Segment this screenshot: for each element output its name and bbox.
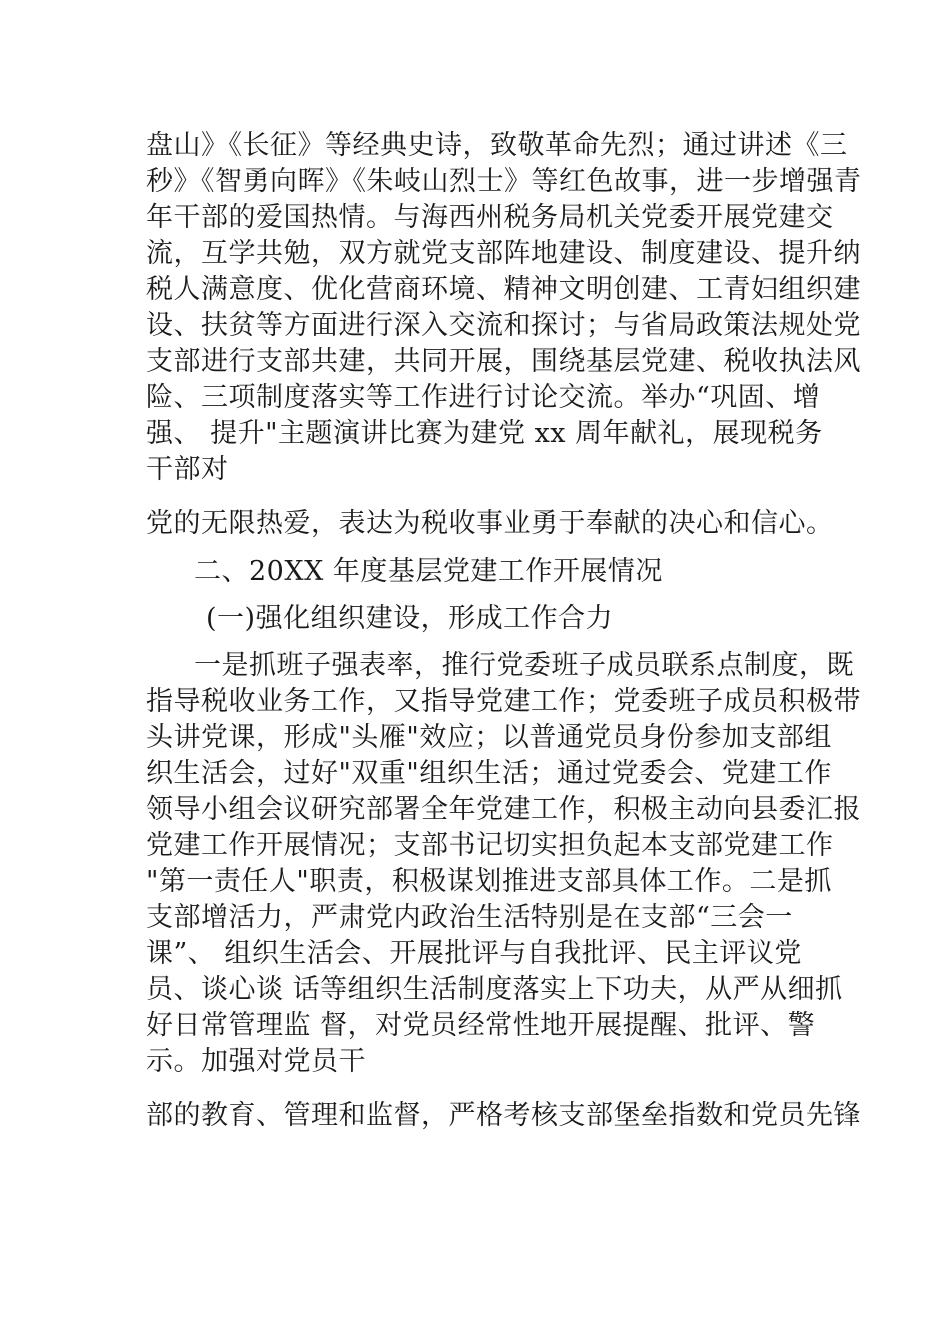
text-line: 员、谈心谈 话等组织生活制度落实上下功夫，从严从细抓 (146, 974, 843, 1005)
text-line: 流，互学共勉，双方就党支部阵地建设、制度建设、提升纳 (146, 238, 861, 269)
text-line: 支部增活力，严肃党内政治生活特别是在支部“三会一 (146, 902, 793, 933)
text-line: 好日常管理监 督，对党员经常性地开展提醒、批评、警 (146, 1010, 816, 1041)
text-line: "第一责任人"职责，积极谋划推进支部具体工作。二是抓 (146, 866, 832, 897)
text-line: 指导税收业务工作，又指导党建工作；党委班子成员积极带 (146, 686, 861, 717)
text-line: 设、扶贫等方面进行深入交流和探讨；与省局政策法规处党 (146, 310, 861, 341)
text-line: 课”、 组织生活会、开展批评与自我批评、民主评议党 (146, 938, 802, 969)
text-line: 示。加强对党员干 (146, 1046, 366, 1077)
text-line: 党建工作开展情况；支部书记切实担负起本支部党建工作 (146, 830, 834, 861)
text-line: 领导小组会议研究部署全年党建工作，积极主动向县委汇报 (146, 794, 861, 825)
text-line: 干部对 (146, 454, 229, 485)
paragraph-first-line: 一是抓班子强表率，推行党委班子成员联系点制度，既 (194, 650, 854, 681)
text-line: 党的无限热爱，表达为税收事业勇于奉献的决心和信心。 (146, 508, 834, 539)
subsection-heading: (一)强化组织建设，形成工作合力 (206, 603, 614, 634)
text-line: 险、三项制度落实等工作进行讨论交流。举办“巩固、增 (146, 382, 821, 413)
text-line: 部的教育、管理和监督，严格考核支部堡垒指数和党员先锋 (146, 1100, 861, 1131)
section-heading: 二、20XX 年度基层党建工作开展情况 (194, 556, 663, 587)
text-line: 秒》《智勇向晖》《朱岐山烈士》等红色故事，进一步增强青 (146, 166, 862, 197)
text-line: 强、 提升"主题演讲比赛为建党 xx 周年献礼，展现税务 (146, 418, 823, 449)
text-line: 盘山》《长征》等经典史诗，致敬革命先烈；通过讲述《三 (146, 130, 848, 161)
text-line: 织生活会，过好"双重"组织生活；通过党委会、党建工作 (146, 758, 832, 789)
text-line: 支部进行支部共建，共同开展，围绕基层党建、税收执法风 (146, 346, 861, 377)
text-line: 税人满意度、优化营商环境、精神文明创建、工青妇组织建 (146, 274, 861, 305)
text-line: 年干部的爱国热情。与海西州税务局机关党委开展党建交 (146, 202, 834, 233)
text-line: 头讲党课，形成"头雁"效应；以普通党员身份参加支部组 (146, 722, 832, 753)
